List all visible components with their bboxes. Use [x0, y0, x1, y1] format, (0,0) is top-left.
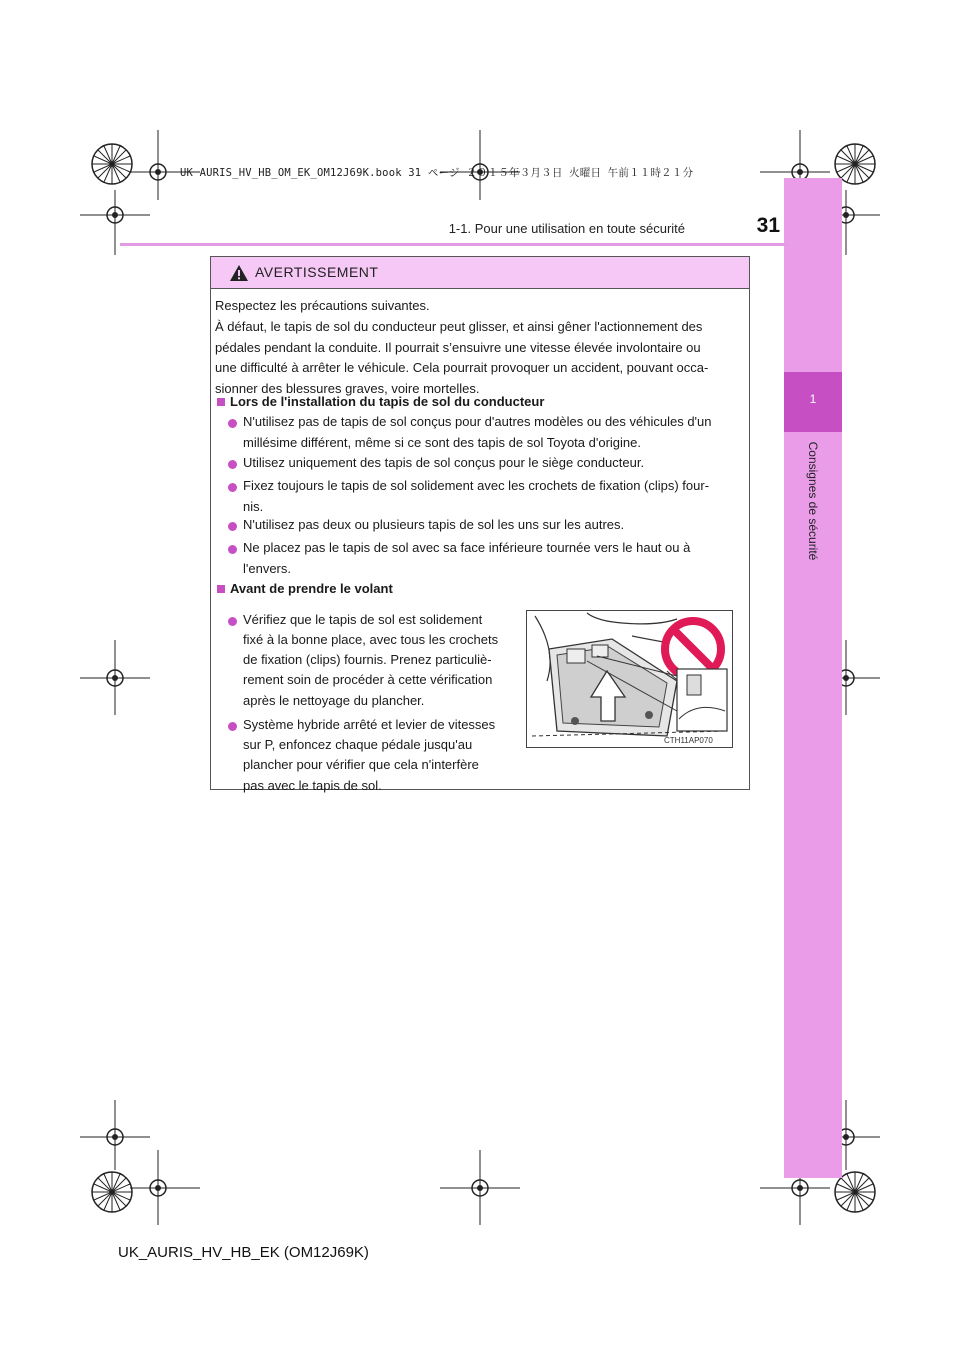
- bullet-line: Système hybride arrêté et levier de vitesses: [243, 717, 496, 732]
- bullet-line: plancher pour vérifier que cela n'interfère: [243, 757, 479, 772]
- section-heading: Lors de l'installation du tapis de sol du conducteur: [230, 394, 545, 409]
- bullet-icon: [228, 522, 237, 531]
- bullet-line: Ne placez pas le tapis de sol avec sa face inférieure tournée vers le haut ou à: [243, 540, 691, 555]
- bullet-icon: [228, 419, 237, 428]
- intro-line: sionner des blessures graves, voire mortelles.: [215, 381, 480, 396]
- illustration-code: CTH11AP070: [664, 736, 713, 745]
- bullet-line: N'utilisez pas deux ou plusieurs tapis de sol les uns sur les autres.: [243, 517, 625, 532]
- bullet-line: de fixation (clips) fournis. Prenez particuliè-: [243, 652, 492, 667]
- bullet-line: Utilisez uniquement des tapis de sol conçus pour le siège conducteur.: [243, 455, 645, 470]
- bullet-icon: [228, 617, 237, 626]
- section-heading: Avant de prendre le volant: [230, 581, 393, 596]
- bullet-line: nis.: [243, 499, 264, 514]
- bullet-icon: [228, 460, 237, 469]
- intro-line: une difficulté à arrêter le véhicule. Cela pourrait provoquer un accident, pouvant occa-: [215, 360, 709, 375]
- bullet-line: sur P, enfoncez chaque pédale jusqu'au: [243, 737, 473, 752]
- section-marker-icon: [217, 398, 225, 406]
- intro-line: pédales pendant la conduite. Il pourrait s’ensuivre une vitesse élevée involontaire ou: [215, 340, 701, 355]
- bullet-line: Vérifiez que le tapis de sol est solidement: [243, 612, 483, 627]
- bullet-line: Fixez toujours le tapis de sol solidement avec les crochets de fixation (clips) four-: [243, 478, 710, 493]
- floor-mat-illustration: [526, 610, 733, 748]
- page-number: 31: [756, 214, 780, 237]
- bullet-icon: [228, 545, 237, 554]
- bullet-icon: [228, 483, 237, 492]
- warning-triangle-icon: [229, 264, 249, 282]
- book-file-info: UK AURIS_HV_HB_OM_EK_OM12J69K.book 31 ページ ２０１５年３月３日 火曜日 午前１１時２１分: [180, 167, 694, 179]
- document-code: UK_AURIS_HV_HB_EK (OM12J69K): [118, 1244, 369, 1261]
- bullet-line: N'utilisez pas de tapis de sol conçus pour d'autres modèles ou des véhicules d'un: [243, 414, 712, 429]
- warning-header: [211, 257, 749, 289]
- bullet-line: pas avec le tapis de sol.: [243, 778, 382, 793]
- bullet-icon: [228, 722, 237, 731]
- intro-line: À défaut, le tapis de sol du conducteur peut glisser, et ainsi gêner l'actionnement des: [215, 319, 703, 334]
- bullet-line: l'envers.: [243, 561, 292, 576]
- intro-line: Respectez les précautions suivantes.: [215, 298, 430, 313]
- chapter-label-text: Consignes de sécurité: [806, 441, 820, 561]
- section-marker-icon: [217, 585, 225, 593]
- bullet-line: millésime différent, même si ce sont des tapis de sol Toyota d'origine.: [243, 435, 641, 450]
- section-title: 1-1. Pour une utilisation en toute sécurité: [448, 221, 685, 236]
- warning-title: AVERTISSEMENT: [255, 264, 379, 280]
- bullet-line: fixé à la bonne place, avec tous les crochets: [243, 632, 499, 647]
- chapter-number: 1: [809, 392, 817, 406]
- bullet-line: après le nettoyage du plancher.: [243, 693, 425, 708]
- floor-mat-drawing: [527, 611, 733, 748]
- header-rule: [120, 243, 790, 246]
- chapter-tab-strip: [784, 178, 842, 1178]
- bullet-line: rement soin de procéder à cette vérification: [243, 672, 493, 687]
